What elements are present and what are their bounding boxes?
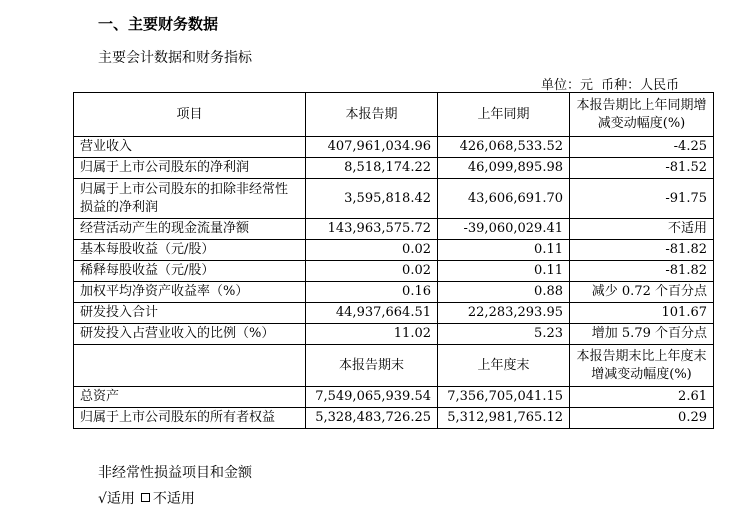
value-cell: 143,963,575.72 bbox=[306, 219, 438, 240]
value-cell: 11.02 bbox=[306, 324, 438, 345]
table-row bbox=[74, 219, 714, 240]
value-cell: -81.82 bbox=[570, 261, 714, 282]
value-cell: 减少 0.72 个百分点 bbox=[570, 282, 714, 303]
header-cell: 项目 bbox=[74, 93, 306, 137]
value-cell: 44,937,664.51 bbox=[306, 303, 438, 324]
row-label-cell: 营业收入 bbox=[74, 137, 306, 158]
value-cell: 0.11 bbox=[438, 240, 570, 261]
table-row bbox=[74, 179, 714, 219]
value-cell: -81.82 bbox=[570, 240, 714, 261]
unit-currency-label: 单位：元 币种：人民币 bbox=[541, 78, 680, 93]
header-cell: 上年同期 bbox=[438, 93, 570, 137]
value-cell: 5,312,981,765.12 bbox=[438, 408, 570, 429]
value-cell: 426,068,533.52 bbox=[438, 137, 570, 158]
value-cell: 46,099,895.98 bbox=[438, 158, 570, 179]
applicable-option: √适用 bbox=[98, 491, 135, 507]
row-label-cell: 研发投入占营业收入的比例（%） bbox=[74, 324, 306, 345]
header-cell: 本报告期末比上年度末增减变动幅度(%) bbox=[570, 345, 714, 387]
row-label-cell: 研发投入合计 bbox=[74, 303, 306, 324]
table-row bbox=[74, 137, 714, 158]
header-cell bbox=[74, 345, 306, 387]
header-cell: 本报告期比上年同期增减变动幅度(%) bbox=[570, 93, 714, 137]
table-row bbox=[74, 408, 714, 429]
value-cell: 7,356,705,041.15 bbox=[438, 387, 570, 408]
row-label-cell: 稀释每股收益（元/股） bbox=[74, 261, 306, 282]
value-cell: 7,549,065,939.54 bbox=[306, 387, 438, 408]
value-cell: -4.25 bbox=[570, 137, 714, 158]
row-label-cell: 总资产 bbox=[74, 387, 306, 408]
value-cell: 5,328,483,726.25 bbox=[306, 408, 438, 429]
value-cell: 101.67 bbox=[570, 303, 714, 324]
value-cell: 22,283,293.95 bbox=[438, 303, 570, 324]
table-row bbox=[74, 303, 714, 324]
value-cell: 增加 5.79 个百分点 bbox=[570, 324, 714, 345]
value-cell: 2.61 bbox=[570, 387, 714, 408]
table-row bbox=[74, 282, 714, 303]
value-cell: 5.23 bbox=[438, 324, 570, 345]
value-cell: 0.11 bbox=[438, 261, 570, 282]
non-recurring-items-label: 非经常性损益项目和金额 bbox=[98, 465, 252, 481]
value-cell: 0.02 bbox=[306, 261, 438, 282]
value-cell: 8,518,174.22 bbox=[306, 158, 438, 179]
value-cell: -81.52 bbox=[570, 158, 714, 179]
row-label-cell: 经营活动产生的现金流量净额 bbox=[74, 219, 306, 240]
table-row bbox=[74, 261, 714, 282]
table-row bbox=[74, 158, 714, 179]
header-cell: 本报告期 bbox=[306, 93, 438, 137]
row-label-cell: 归属于上市公司股东的所有者权益 bbox=[74, 408, 306, 429]
header-cell: 本报告期末 bbox=[306, 345, 438, 387]
row-label-cell: 归属于上市公司股东的净利润 bbox=[74, 158, 306, 179]
value-cell: -39,060,029.41 bbox=[438, 219, 570, 240]
checkbox-empty-icon bbox=[141, 493, 150, 502]
not-applicable-option: 不适用 bbox=[152, 491, 195, 507]
value-cell: 43,606,691.70 bbox=[438, 179, 570, 219]
header-cell: 上年度末 bbox=[438, 345, 570, 387]
value-cell: 3,595,818.42 bbox=[306, 179, 438, 219]
row-label-cell: 加权平均净资产收益率（%） bbox=[74, 282, 306, 303]
row-label-cell: 归属于上市公司股东的扣除非经常性损益的净利润 bbox=[74, 179, 306, 219]
row-label-cell: 基本每股收益（元/股） bbox=[74, 240, 306, 261]
value-cell: 0.16 bbox=[306, 282, 438, 303]
value-cell: 0.29 bbox=[570, 408, 714, 429]
value-cell: 0.02 bbox=[306, 240, 438, 261]
table-header-row bbox=[74, 93, 714, 137]
table-row bbox=[74, 324, 714, 345]
value-cell: -91.75 bbox=[570, 179, 714, 219]
table-caption: 主要会计数据和财务指标 bbox=[98, 50, 252, 66]
financial-indicators-table bbox=[73, 92, 714, 429]
table-row bbox=[74, 240, 714, 261]
table-header-row bbox=[74, 345, 714, 387]
applicability-options bbox=[98, 488, 195, 508]
value-cell: 407,961,034.96 bbox=[306, 137, 438, 158]
table-row bbox=[74, 387, 714, 408]
section-heading: 一、主要财务数据 bbox=[98, 15, 219, 33]
value-cell: 不适用 bbox=[570, 219, 714, 240]
value-cell: 0.88 bbox=[438, 282, 570, 303]
